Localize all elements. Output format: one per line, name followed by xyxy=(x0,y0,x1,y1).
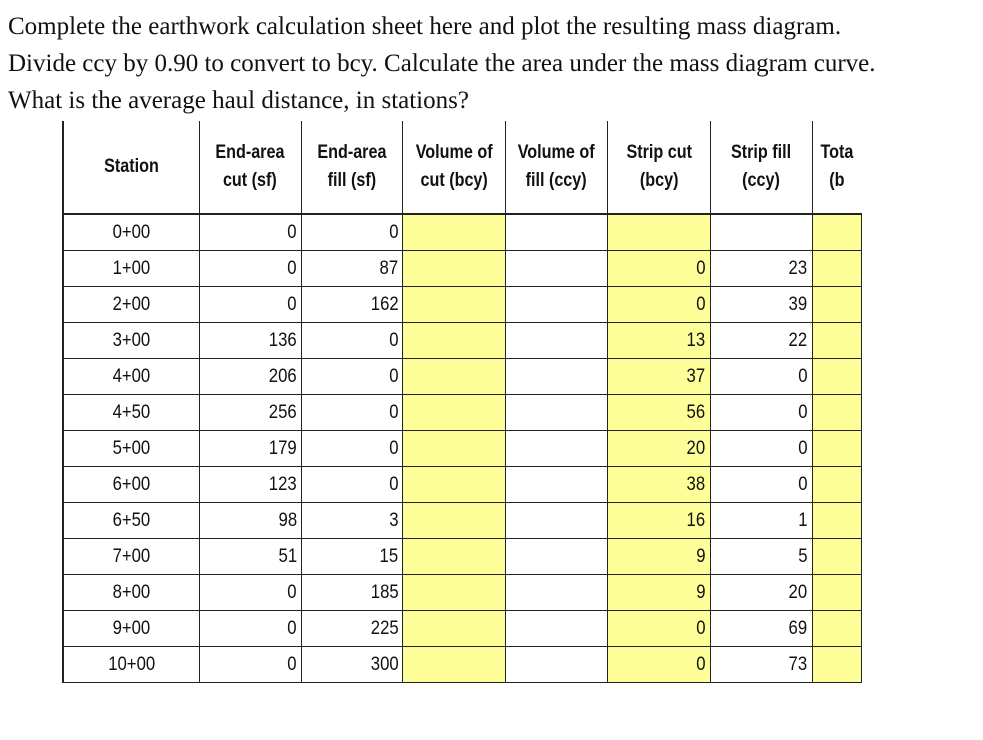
total-cell[interactable] xyxy=(812,359,861,395)
end-area-fill-cell-value: 87 xyxy=(379,257,399,279)
end-area-cut-cell-value: 179 xyxy=(268,437,297,459)
table-row xyxy=(63,431,862,467)
volume-cut-cell[interactable] xyxy=(403,575,505,611)
table-row xyxy=(63,647,862,683)
strip-cut-cell xyxy=(608,323,710,359)
strip-fill-cell xyxy=(710,575,812,611)
strip-fill-cell-value: 20 xyxy=(788,581,808,603)
header-row xyxy=(63,121,862,214)
header-line1: End-area xyxy=(317,142,387,163)
end-area-cut-cell-value: 98 xyxy=(278,509,297,531)
end-area-fill-cell xyxy=(301,323,403,359)
strip-cut-cell xyxy=(608,647,710,683)
problem-line-1: Complete the earthwork calculation sheet here and plot the resulting mass diagram. xyxy=(8,13,842,40)
volume-cut-cell[interactable] xyxy=(403,611,505,647)
end-area-fill-cell-value: 162 xyxy=(370,293,399,315)
station-cell-value: 8+00 xyxy=(112,581,151,603)
end-area-fill-cell-value: 15 xyxy=(379,545,399,567)
header-volume-cut xyxy=(411,121,498,214)
header-station-line1: Station xyxy=(104,156,159,177)
header-line2: cut (sf) xyxy=(223,170,278,191)
station-cell-value: 6+00 xyxy=(112,473,151,495)
problem-line-2: Divide ccy by 0.90 to convert to bcy. Calculate the area under the mass diagram curve. xyxy=(8,50,876,77)
table-row xyxy=(63,251,862,287)
end-area-fill-cell-value: 0 xyxy=(389,437,399,459)
table-row xyxy=(63,575,862,611)
volume-cut-cell[interactable] xyxy=(403,647,505,683)
strip-fill-cell-value: 23 xyxy=(788,257,808,279)
volume-fill-cell[interactable] xyxy=(505,539,607,575)
end-area-cut-cell xyxy=(199,539,301,575)
header-line2: (bcy) xyxy=(639,170,679,191)
table-row xyxy=(63,503,862,539)
end-area-fill-cell xyxy=(301,467,403,503)
header-line1: Strip fill xyxy=(730,142,792,163)
end-area-fill-cell xyxy=(301,431,403,467)
station-cell-value: 1+00 xyxy=(112,257,151,279)
station-cell xyxy=(63,214,199,251)
station-cell-value: 2+00 xyxy=(112,293,151,315)
strip-cut-cell-value: 9 xyxy=(696,581,706,603)
strip-cut-cell xyxy=(608,359,710,395)
strip-fill-cell-value: 0 xyxy=(798,401,808,423)
end-area-fill-cell-value: 300 xyxy=(370,653,399,675)
station-cell xyxy=(63,467,199,503)
strip-cut-cell-value: 0 xyxy=(696,617,706,639)
station-cell xyxy=(63,431,199,467)
strip-cut-cell-value: 20 xyxy=(686,437,706,459)
end-area-cut-cell xyxy=(199,503,301,539)
station-cell-value: 4+50 xyxy=(112,401,151,423)
strip-cut-cell xyxy=(608,539,710,575)
total-cell[interactable] xyxy=(812,395,861,431)
strip-fill-cell-value: 5 xyxy=(798,545,808,567)
strip-fill-cell xyxy=(710,467,812,503)
station-cell xyxy=(63,287,199,323)
total-cell[interactable] xyxy=(812,575,861,611)
strip-fill-cell xyxy=(710,214,812,251)
strip-cut-cell-value: 16 xyxy=(686,509,706,531)
end-area-cut-cell-value: 206 xyxy=(268,365,297,387)
table-row xyxy=(63,395,862,431)
header-strip-cut xyxy=(615,121,702,214)
strip-fill-cell xyxy=(710,251,812,287)
strip-cut-cell-value: 56 xyxy=(686,401,706,423)
strip-cut-cell xyxy=(608,467,710,503)
strip-fill-cell-value: 0 xyxy=(798,473,808,495)
strip-fill-cell-value: 0 xyxy=(798,437,808,459)
volume-fill-cell[interactable] xyxy=(505,214,607,251)
end-area-fill-cell-value: 185 xyxy=(370,581,399,603)
header-line2: fill (sf) xyxy=(327,170,377,191)
volume-fill-cell[interactable] xyxy=(505,431,607,467)
total-cell[interactable] xyxy=(812,214,861,251)
strip-fill-cell xyxy=(710,431,812,467)
header-line2: cut (bcy) xyxy=(420,170,488,191)
end-area-fill-cell xyxy=(301,214,403,251)
strip-fill-cell-value: 1 xyxy=(798,509,808,531)
header-total xyxy=(816,121,858,214)
end-area-fill-cell xyxy=(301,287,403,323)
strip-fill-cell-value: 0 xyxy=(798,365,808,387)
volume-cut-cell[interactable] xyxy=(403,287,505,323)
strip-cut-cell-value: 0 xyxy=(696,257,706,279)
end-area-cut-cell-value: 256 xyxy=(268,401,297,423)
end-area-cut-cell-value: 0 xyxy=(287,221,297,243)
station-cell-value: 4+00 xyxy=(112,365,151,387)
end-area-cut-cell-value: 0 xyxy=(287,293,297,315)
volume-cut-cell[interactable] xyxy=(403,214,505,251)
station-cell-value: 10+00 xyxy=(107,653,155,675)
end-area-fill-cell xyxy=(301,395,403,431)
strip-cut-cell-value: 13 xyxy=(686,329,706,351)
volume-cut-cell[interactable] xyxy=(403,539,505,575)
end-area-cut-cell xyxy=(199,575,301,611)
strip-cut-cell-value: 37 xyxy=(686,365,706,387)
strip-cut-cell xyxy=(608,575,710,611)
strip-fill-cell-value: 39 xyxy=(788,293,808,315)
volume-fill-cell[interactable] xyxy=(505,611,607,647)
end-area-fill-cell-value: 0 xyxy=(389,401,399,423)
end-area-cut-cell xyxy=(199,323,301,359)
strip-cut-cell xyxy=(608,251,710,287)
strip-fill-cell xyxy=(710,323,812,359)
end-area-cut-cell xyxy=(199,611,301,647)
header-line1: Strip cut xyxy=(626,142,692,163)
header-line2: fill (ccy) xyxy=(525,170,587,191)
end-area-fill-cell-value: 0 xyxy=(389,221,399,243)
header-line1: Tota xyxy=(820,142,854,163)
volume-fill-cell[interactable] xyxy=(505,503,607,539)
end-area-cut-cell xyxy=(199,287,301,323)
volume-fill-cell[interactable] xyxy=(505,251,607,287)
station-cell xyxy=(63,359,199,395)
end-area-cut-cell-value: 0 xyxy=(287,257,297,279)
end-area-cut-cell xyxy=(199,431,301,467)
header-station xyxy=(73,121,189,214)
total-cell[interactable] xyxy=(812,611,861,647)
end-area-fill-cell xyxy=(301,611,403,647)
earthwork-calculation-sheet xyxy=(62,121,862,701)
end-area-cut-cell-value: 136 xyxy=(268,329,297,351)
end-area-cut-cell-value: 123 xyxy=(268,473,297,495)
total-cell[interactable] xyxy=(812,287,861,323)
station-cell-value: 9+00 xyxy=(112,617,151,639)
strip-fill-cell xyxy=(710,503,812,539)
table-row xyxy=(63,323,862,359)
volume-fill-cell[interactable] xyxy=(505,287,607,323)
station-cell xyxy=(63,251,199,287)
strip-cut-cell xyxy=(608,214,710,251)
volume-fill-cell[interactable] xyxy=(505,467,607,503)
strip-fill-cell-value: 22 xyxy=(788,329,808,351)
volume-fill-cell[interactable] xyxy=(505,395,607,431)
end-area-cut-cell xyxy=(199,647,301,683)
strip-fill-cell xyxy=(710,611,812,647)
volume-fill-cell[interactable] xyxy=(505,323,607,359)
station-cell-value: 6+50 xyxy=(112,509,151,531)
total-cell[interactable] xyxy=(812,647,861,683)
end-area-cut-cell-value: 0 xyxy=(287,581,297,603)
strip-fill-cell xyxy=(710,395,812,431)
problem-statement xyxy=(8,8,973,119)
total-cell[interactable] xyxy=(812,503,861,539)
station-cell-value: 3+00 xyxy=(112,329,151,351)
station-cell xyxy=(63,539,199,575)
table-row xyxy=(63,214,862,251)
end-area-cut-cell xyxy=(199,214,301,251)
header-line2: (b xyxy=(829,170,845,191)
end-area-cut-cell xyxy=(199,251,301,287)
header-strip-fill xyxy=(718,121,805,214)
total-cell[interactable] xyxy=(812,323,861,359)
end-area-fill-cell-value: 225 xyxy=(370,617,399,639)
end-area-fill-cell xyxy=(301,251,403,287)
strip-cut-cell-value: 0 xyxy=(696,293,706,315)
total-cell[interactable] xyxy=(812,539,861,575)
station-cell xyxy=(63,395,199,431)
end-area-cut-cell xyxy=(199,395,301,431)
total-cell[interactable] xyxy=(812,467,861,503)
table-row xyxy=(63,611,862,647)
strip-cut-cell xyxy=(608,611,710,647)
volume-cut-cell[interactable] xyxy=(403,503,505,539)
total-cell[interactable] xyxy=(812,431,861,467)
strip-cut-cell xyxy=(608,503,710,539)
volume-fill-cell[interactable] xyxy=(505,359,607,395)
station-cell xyxy=(63,611,199,647)
end-area-fill-cell-value: 3 xyxy=(389,509,399,531)
earthwork-table xyxy=(62,121,862,683)
volume-cut-cell[interactable] xyxy=(403,395,505,431)
volume-cut-cell[interactable] xyxy=(403,323,505,359)
strip-cut-cell-value: 0 xyxy=(696,653,706,675)
end-area-cut-cell-value: 0 xyxy=(287,617,297,639)
strip-fill-cell-value: 73 xyxy=(788,653,808,675)
strip-fill-cell xyxy=(710,647,812,683)
strip-cut-cell xyxy=(608,287,710,323)
volume-cut-cell[interactable] xyxy=(403,467,505,503)
strip-cut-cell-value: 9 xyxy=(696,545,706,567)
end-area-fill-cell xyxy=(301,539,403,575)
header-end-area-fill xyxy=(309,121,395,214)
station-cell xyxy=(63,647,199,683)
total-cell[interactable] xyxy=(812,251,861,287)
end-area-fill-cell xyxy=(301,575,403,611)
strip-cut-cell xyxy=(608,395,710,431)
table-row xyxy=(63,287,862,323)
end-area-cut-cell xyxy=(199,359,301,395)
header-line1: Volume of xyxy=(517,142,595,163)
end-area-fill-cell-value: 0 xyxy=(389,365,399,387)
end-area-fill-cell xyxy=(301,503,403,539)
end-area-cut-cell-value: 0 xyxy=(287,653,297,675)
station-cell xyxy=(63,503,199,539)
end-area-cut-cell xyxy=(199,467,301,503)
end-area-fill-cell-value: 0 xyxy=(389,473,399,495)
header-line2: (ccy) xyxy=(742,170,780,191)
strip-fill-cell xyxy=(710,359,812,395)
table-row xyxy=(63,539,862,575)
station-cell xyxy=(63,323,199,359)
end-area-fill-cell xyxy=(301,359,403,395)
table-row xyxy=(63,359,862,395)
station-cell xyxy=(63,575,199,611)
station-cell-value: 7+00 xyxy=(112,545,151,567)
volume-fill-cell[interactable] xyxy=(505,647,607,683)
end-area-fill-cell-value: 0 xyxy=(389,329,399,351)
strip-fill-cell xyxy=(710,539,812,575)
strip-fill-cell xyxy=(710,287,812,323)
problem-line-3: What is the average haul distance, in stations? xyxy=(8,87,469,114)
strip-cut-cell xyxy=(608,431,710,467)
volume-cut-cell[interactable] xyxy=(403,251,505,287)
end-area-fill-cell xyxy=(301,647,403,683)
table-row xyxy=(63,467,862,503)
header-end-area-cut xyxy=(207,121,293,214)
strip-fill-cell-value: 69 xyxy=(788,617,808,639)
end-area-cut-cell-value: 51 xyxy=(278,545,297,567)
volume-cut-cell[interactable] xyxy=(403,359,505,395)
volume-cut-cell[interactable] xyxy=(403,431,505,467)
header-line1: End-area xyxy=(215,142,285,163)
strip-cut-cell-value: 38 xyxy=(686,473,706,495)
volume-fill-cell[interactable] xyxy=(505,575,607,611)
station-cell-value: 0+00 xyxy=(112,221,151,243)
header-volume-fill xyxy=(513,121,600,214)
station-cell-value: 5+00 xyxy=(112,437,151,459)
header-line1: Volume of xyxy=(415,142,493,163)
